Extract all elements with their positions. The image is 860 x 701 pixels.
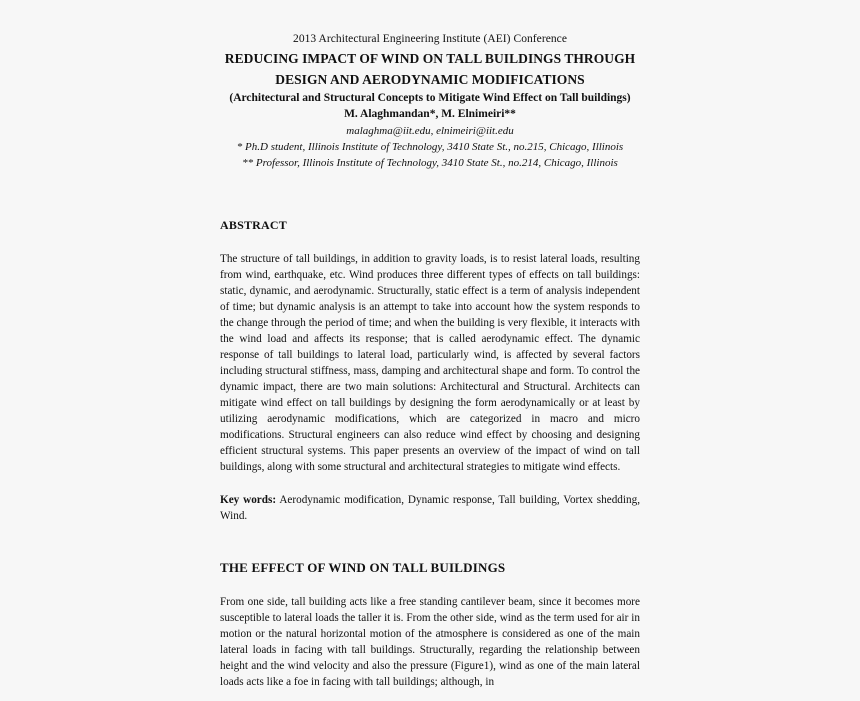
section-one-paragraph: From one side, tall building acts like a free standing cantilever beam, since it becomes more susceptible to lateral loads the taller it is. From the other side, wind as the term used for air in motion or the natural horizontal motion of the atmosphere is considered as one of the main lateral loads in facing with tall buildings. Structurally, regarding the relationship between height and the wind velocity and also the pressure (Figure1), wind as one of the main lateral loads acts like a foe in facing with tall buildings; although, in [220, 596, 640, 688]
author-emails: malaghma@iit.edu, elnimeiri@iit.edu [346, 125, 514, 137]
paper-title-line-2: DESIGN AND AERODYNAMIC MODIFICATIONS [275, 72, 585, 87]
section-heading-effect-of-wind: THE EFFECT OF WIND ON TALL BUILDINGS [220, 560, 506, 575]
abstract-paragraph: The structure of tall buildings, in addition to gravity loads, is to resist lateral loads, resulting from wind, earthquake, etc. Wind produces three different types of effects on tall buildings: static, dynamic, and aerodynamic. Structurally, static effect is a term of analysis independent of time; but dynamic analysis is an attempt to take into account how the system responds to the change through the period of time; and when the building is very flexible, it interacts with the wind load and affects its response; that is called aerodynamic effect. The dynamic response of tall buildings to lateral load, particularly wind, is affected by several factors including structural stiffness, mass, damping and architectural shape and form. To control the dynamic impact, there are two main solutions: Architectural and Structural. Architects can mitigate wind effect on tall buildings by designing the form aerodynamically or at least by utilizing aerodynamic modifications, which are categorized in macro and micro modifications. Structural engineers can also reduce wind effect by choosing and designing efficient structural systems. This paper presents an overview of the impact of wind on tall buildings, along with some structural and architectural strategies to mitigate wind effects. [220, 253, 640, 473]
affiliation-second-author: ** Professor, Illinois Institute of Technology, 3410 State St., no.214, Chicago, Illinois [242, 157, 618, 169]
paper-subtitle: (Architectural and Structural Concepts to Mitigate Wind Effect on Tall buildings) [229, 92, 631, 104]
title-block [220, 0, 640, 171]
author-list: M. Alaghmandan*, M. Elnimeiri** [344, 108, 516, 120]
keywords-label: Key words: [220, 494, 277, 506]
page-content-column [220, 0, 640, 690]
paper-title-line-1: REDUCING IMPACT OF WIND ON TALL BUILDINGS THROUGH [224, 51, 636, 66]
keywords-value: Aerodynamic modification, Dynamic response, Tall building, Vortex shedding, Wind. [220, 494, 640, 522]
affiliation-first-author: * Ph.D student, Illinois Institute of Technology, 3410 State St., no.215, Chicago, Illinois [236, 141, 624, 153]
abstract-heading: ABSTRACT [220, 218, 287, 232]
keywords-paragraph [220, 492, 640, 524]
conference-line: 2013 Architectural Engineering Institute (AEI) Conference [293, 33, 567, 45]
